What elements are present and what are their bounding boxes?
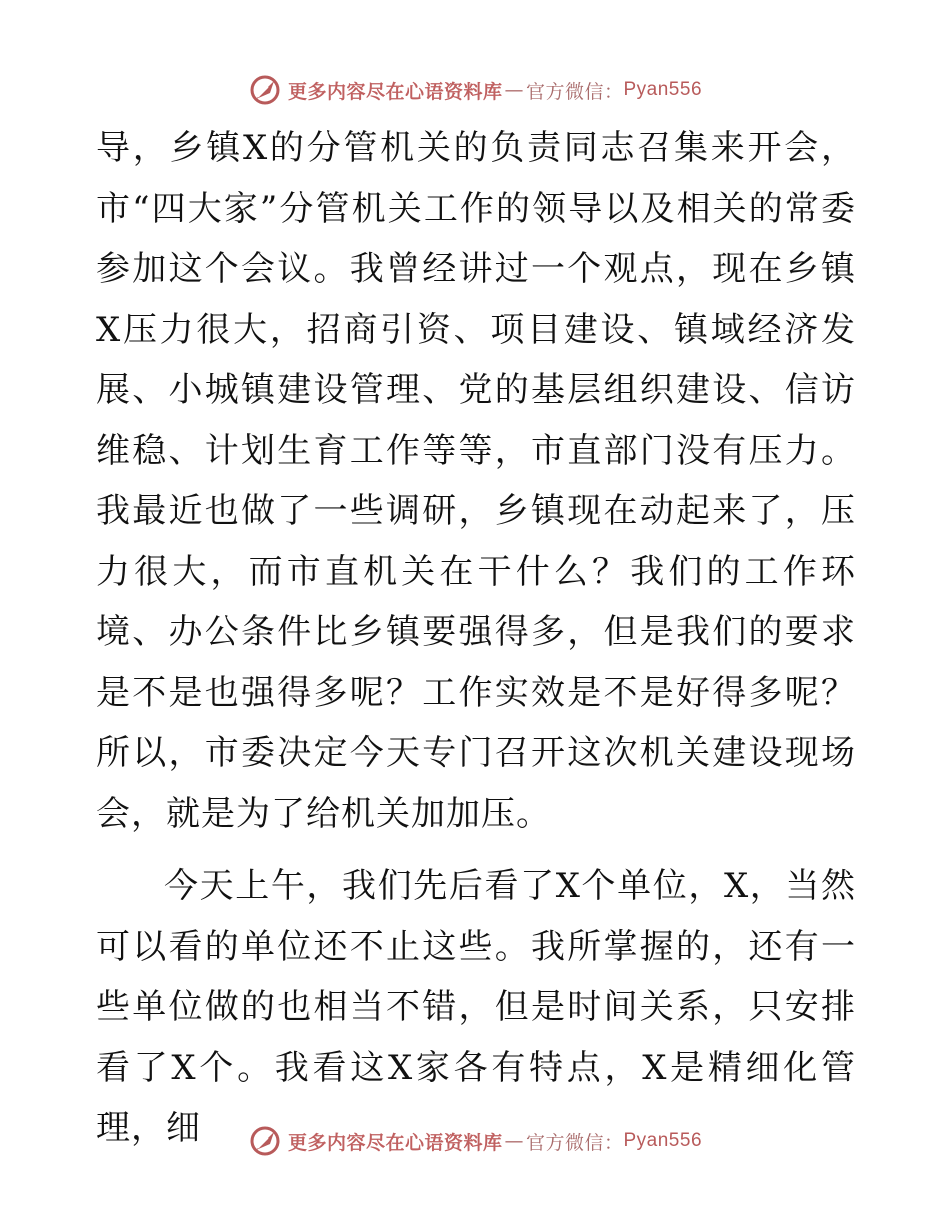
watermark-title: 更多内容尽在心语资料库 (287, 80, 503, 103)
document-body (96, 118, 856, 1159)
header-watermark (0, 70, 950, 110)
footer-watermark (0, 1121, 950, 1161)
watermark-label: 官方微信： (525, 80, 624, 103)
quill-logo-icon (248, 73, 282, 107)
watermark-id: Pyan556 (623, 79, 703, 100)
paragraph-2: 今天上午，我们先后看了X个单位，X，当然可以看的单位还不止这些。我所掌握的，还有一些单位做的也相当不错，但是时间关系，只安排看了X个。我看这X家各有特点，X是精细化管理，细 (96, 866, 856, 1148)
watermark-dash: — (504, 1130, 524, 1152)
watermark-title: 更多内容尽在心语资料库 (287, 1131, 503, 1154)
watermark-label: 官方微信： (525, 1131, 624, 1154)
watermark-id: Pyan556 (623, 1130, 703, 1151)
quill-logo-icon (248, 1124, 282, 1158)
watermark-dash: — (504, 79, 524, 101)
paragraph-1: 导，乡镇X的分管机关的负责同志召集来开会，市“四大家”分管机关工作的领导以及相关的常委参加这个会议。我曾经讲过一个观点，现在乡镇X压力很大，招商引资、项目建设、镇域经济发展、小城镇建设管理、党的基层组织建设、信访维稳、计划生育工作等等，市直部门没有压力。我最近也做了一些调研，乡镇现在动起来了，压力很大，而市直机关在干什么？我们的工作环境、办公条件比乡镇要强得多，但是我们的要求是不是也强得多呢？工作实效是不是好得多呢？所以，市委决定今天专门召开这次机关建设现场会，就是为了给机关加加压。 (96, 128, 856, 834)
